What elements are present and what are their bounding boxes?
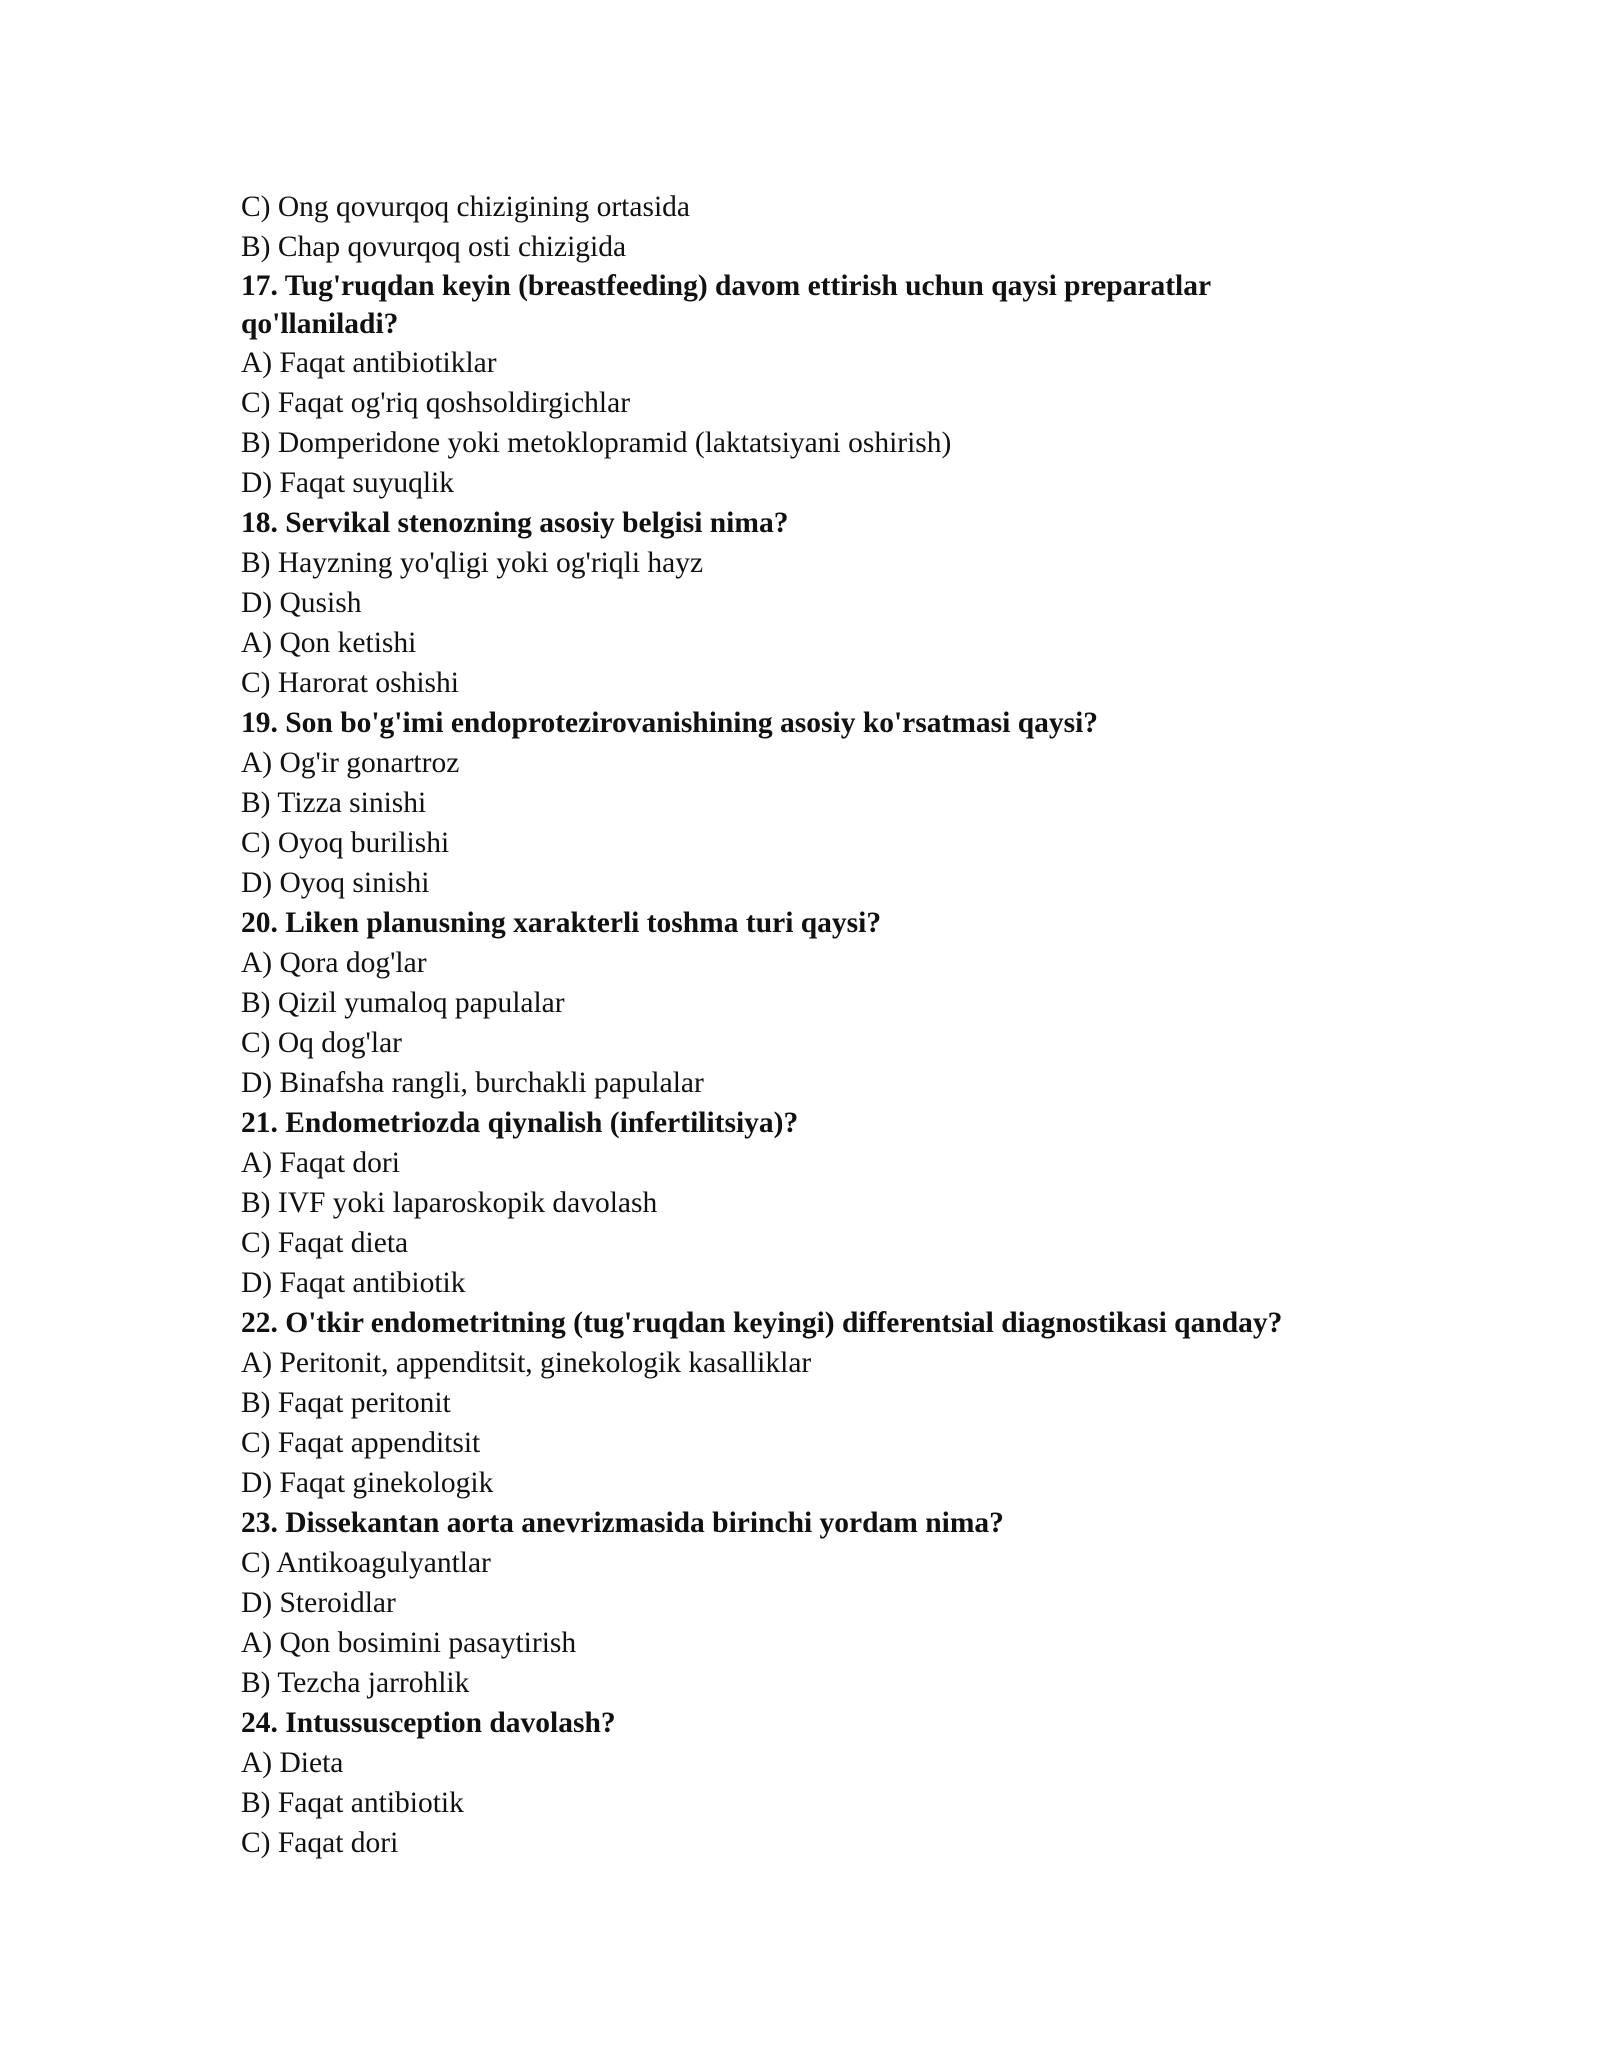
answer-option: C) Ong qovurqoq chizigining ortasida [241,191,690,223]
document-content [241,187,1371,1863]
answer-option: A) Peritonit, appenditsit, ginekologik kasalliklar [241,1347,812,1379]
question-heading: 17. Tug'ruqdan keyin (breastfeeding) davom ettirish uchun qaysi preparatlar qo'llaniladi? [241,270,1211,340]
answer-option: D) Oyoq sinishi [241,867,430,899]
answer-option: A) Qon ketishi [241,627,417,659]
answer-option: C) Oq dog'lar [241,1027,402,1059]
answer-option: B) IVF yoki laparoskopik davolash [241,1187,658,1219]
answer-option: C) Faqat og'riq qoshsoldirgichlar [241,387,631,419]
question-heading: 23. Dissekantan aorta anevrizmasida birinchi yordam nima? [241,1507,1004,1539]
answer-option: D) Binafsha rangli, burchakli papulalar [241,1067,704,1099]
question-heading: 19. Son bo'g'imi endoprotezirovanishining asosiy ko'rsatmasi qaysi? [241,707,1099,739]
answer-option: B) Hayzning yo'qligi yoki og'riqli hayz [241,547,704,579]
answer-option: A) Faqat antibiotiklar [241,347,497,379]
answer-option: B) Faqat antibiotik [241,1787,464,1819]
question-heading: 18. Servikal stenozning asosiy belgisi nima? [241,507,789,539]
question-heading: 22. O'tkir endometritning (tug'ruqdan keyingi) differentsial diagnostikasi qanday? [241,1307,1283,1339]
answer-option: A) Qon bosimini pasaytirish [241,1627,577,1659]
answer-option: C) Faqat dieta [241,1227,409,1259]
answer-option: B) Faqat peritonit [241,1387,451,1419]
answer-option: A) Dieta [241,1747,344,1779]
answer-option: D) Faqat ginekologik [241,1467,494,1499]
answer-option: C) Faqat appenditsit [241,1427,481,1459]
answer-option: C) Oyoq burilishi [241,827,450,859]
question-heading: 20. Liken planusning xarakterli toshma turi qaysi? [241,907,882,939]
answer-option: C) Harorat oshishi [241,667,459,699]
question-heading: 24. Intussusception davolash? [241,1707,616,1739]
answer-option: B) Tezcha jarrohlik [241,1667,470,1699]
answer-option: A) Faqat dori [241,1147,400,1179]
answer-option: C) Antikoagulyantlar [241,1547,491,1579]
answer-option: D) Faqat suyuqlik [241,467,455,499]
answer-option: A) Qora dog'lar [241,947,427,979]
answer-option: D) Steroidlar [241,1587,396,1619]
answer-option: D) Qusish [241,587,362,619]
answer-option: C) Faqat dori [241,1827,399,1859]
answer-option: B) Chap qovurqoq osti chizigida [241,231,627,263]
answer-option: B) Tizza sinishi [241,787,427,819]
answer-option: B) Domperidone yoki metoklopramid (laktatsiyani oshirish) [241,427,952,459]
answer-option: A) Og'ir gonartroz [241,747,460,779]
question-heading: 21. Endometriozda qiynalish (infertilitsiya)? [241,1107,799,1139]
answer-option: B) Qizil yumaloq papulalar [241,987,565,1019]
answer-option: D) Faqat antibiotik [241,1267,466,1299]
